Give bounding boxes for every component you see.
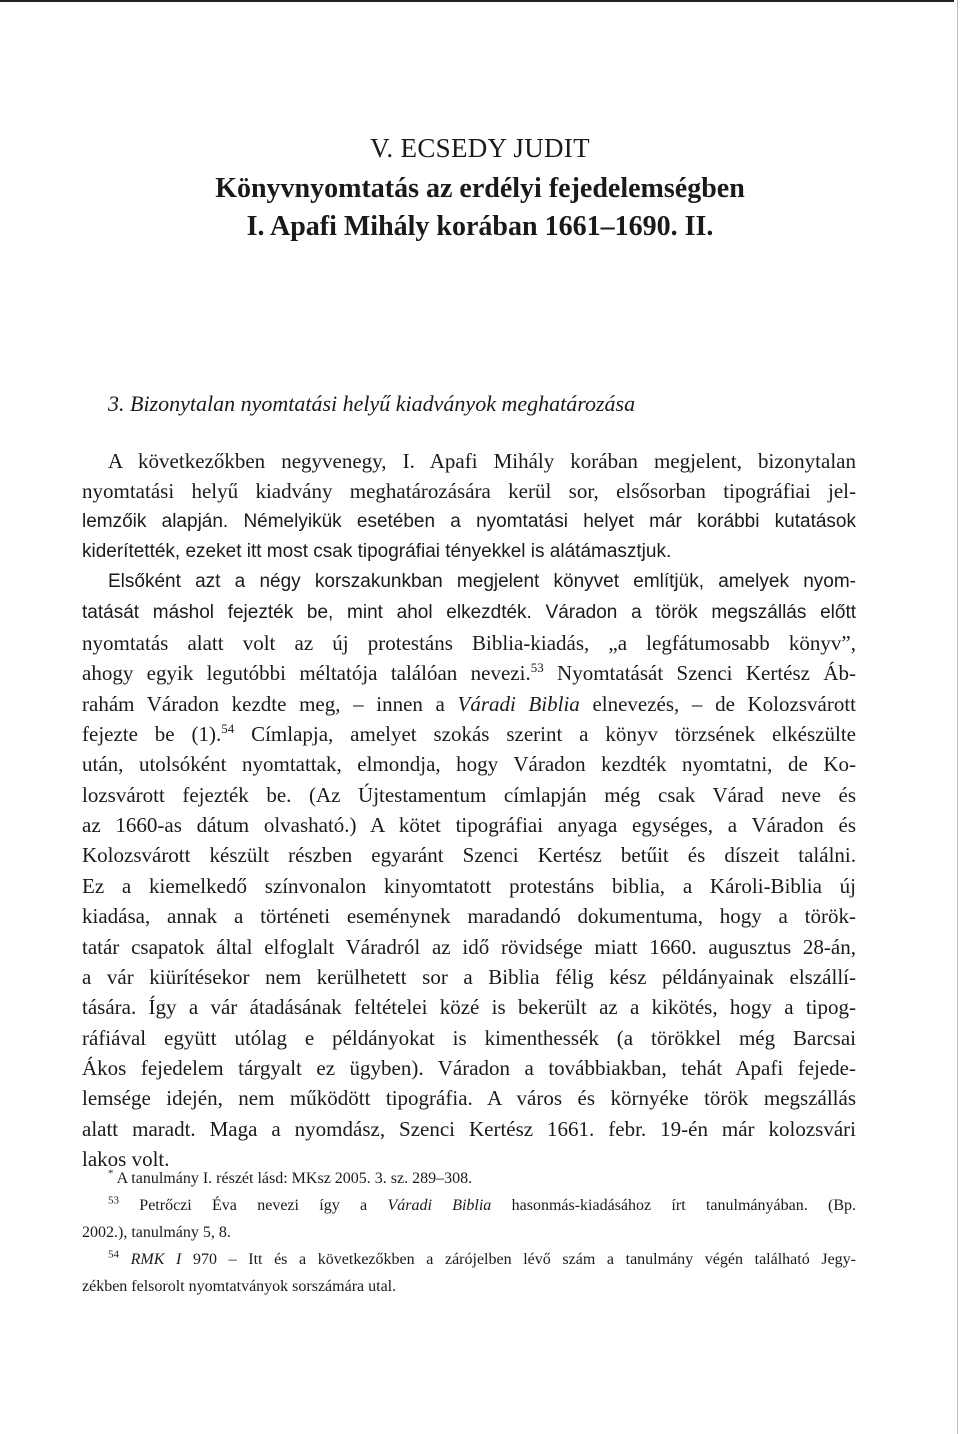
line-text: elnevezés, – de Kolozsvárott bbox=[579, 691, 856, 716]
section-heading: 3. Bizonytalan nyomtatási helyű kiadványok meghatározása bbox=[108, 391, 636, 416]
footnote-ref-54[interactable]: 54 bbox=[221, 721, 235, 737]
line-text: rahám Váradon kezdte meg, – innen a bbox=[82, 691, 458, 716]
paragraph-2-line: tatását máshol fejezték be, mint ahol elkezdték. Váradon a török megszállás előtt bbox=[82, 601, 856, 623]
paragraph-2-line: az 1660-as dátum olvasható.) A kötet tipográfiai anyaga egységes, a Váradon és bbox=[82, 813, 856, 838]
title-line-2: I. Apafi Mihály korában 1661–1690. II. bbox=[246, 211, 714, 242]
italic-title: Váradi Biblia bbox=[457, 691, 580, 716]
footnote-ref-53[interactable]: 53 bbox=[530, 660, 544, 676]
paragraph-1-line: A következőkben negyvenegy, I. Apafi Mihály korában megjelent, bizonytalan bbox=[108, 449, 856, 473]
paragraph-2-line: alatt maradt. Maga a nyomdász, Szenci Kertész 1661. febr. 19-én már kolozsvári bbox=[82, 1116, 856, 1141]
top-rule bbox=[0, 0, 954, 2]
author-name: V. ECSEDY JUDIT bbox=[370, 133, 590, 163]
paragraph-1-line: nyomtatási helyű kiadvány meghatározására kerül sor, elsősorban tipográfiai jel- bbox=[82, 479, 856, 504]
article-title bbox=[0, 170, 960, 246]
paragraph-2-line: tatár csapatok által elfoglalt Váradról az idő rövidsége miatt 1660. augusztus 28-án, bbox=[82, 934, 856, 959]
footnote-mark: * bbox=[108, 1167, 114, 1180]
footnote-text: 970 – Itt és a következőkben a zárójelben lévő szám a tanulmány végén található Jegy- bbox=[181, 1251, 856, 1268]
footnote-text: hasonmás-kiadásához írt tanulmányában. (Bp. bbox=[491, 1197, 857, 1214]
paragraph-2-line: lozsvárott fejezték be. (Az Újtestamentum címlapján még csak Várad neve és bbox=[82, 782, 856, 807]
footnote-54-continued: zékben felsorolt nyomtatványok sorszámára utal. bbox=[82, 1278, 397, 1295]
footnote-53-continued: 2002.), tanulmány 5, 8. bbox=[82, 1224, 231, 1241]
paragraph-2-line: Ez a kiemelkedő színvonalon kinyomtatott protestáns biblia, a Károli-Biblia új bbox=[82, 873, 856, 898]
footnote-text: Petrőczi Éva nevezi így a bbox=[119, 1197, 388, 1214]
paragraph-2-line: a vár kiürítésekor nem kerülhetett sor a Biblia félig kész példányainak elszállí- bbox=[82, 964, 856, 989]
paragraph-2-line: Ákos fejedelem tárgyalt ez ügyben). Váradon a továbbiakban, tehát Apafi fejede- bbox=[82, 1055, 856, 1080]
line-text: fejezte be (1). bbox=[82, 722, 222, 747]
paragraph-2-line: lakos volt. bbox=[82, 1146, 170, 1171]
paragraph-1-line: kiderítették, ezeket itt most csak tipográfiai tényekkel is alátámasztjuk. bbox=[82, 541, 672, 563]
paragraph-2-line: nyomtatás alatt volt az új protestáns Biblia-kiadás, „a legfátumosabb könyv”, bbox=[82, 631, 856, 656]
paragraph-1-line: lemzőik alapján. Némelyikük esetében a nyomtatási helyet már korábbi kutatások bbox=[82, 510, 856, 532]
footnote-53 bbox=[82, 1192, 856, 1219]
line-text: Címlapja, amelyet szokás szerint a könyv törzsének elkészülte bbox=[234, 722, 856, 747]
italic-reference: RMK I bbox=[119, 1251, 182, 1268]
line-text: ahogy egyik legutóbbi méltatója találóan nevezi. bbox=[82, 661, 531, 686]
paragraph-2-line: Elsőként azt a négy korszakunkban megjelent könyvet említjük, amelyek nyom- bbox=[108, 571, 856, 593]
paragraph-2-line: lemsége idején, nem működött tipográfia. A város és környéke török megszállás bbox=[82, 1086, 856, 1111]
italic-title: Váradi Biblia bbox=[387, 1197, 492, 1214]
body-text bbox=[82, 446, 856, 1174]
footnote-54 bbox=[82, 1246, 856, 1273]
paragraph-2-line bbox=[82, 658, 856, 688]
footnote-text: A tanulmány I. részét lásd: MKsz 2005. 3. sz. 289–308. bbox=[113, 1170, 473, 1187]
footnotes bbox=[82, 1165, 856, 1300]
paragraph-2-line: után, utolsóként nyomtattak, elmondja, hogy Váradon kezdték nyomtatni, de Ko- bbox=[82, 752, 856, 777]
paragraph-2-line: tására. Így a vár átadásának feltételei közé is bekerült az a kikötés, hogy a tipog- bbox=[82, 995, 856, 1020]
paragraph-2-line: ráfiával együtt utólag e példányokat is kimenthessék (a törökkel még Barcsai bbox=[82, 1025, 856, 1050]
paragraph-2-line bbox=[82, 689, 856, 719]
title-line-1: Könyvnyomtatás az erdélyi fejedelemségben bbox=[215, 173, 745, 204]
footnote-mark: 53 bbox=[108, 1194, 119, 1207]
footnote-mark: 54 bbox=[108, 1248, 119, 1261]
paragraph-2-line: kiadása, annak a történeti eseménynek maradandó dokumentuma, hogy a török- bbox=[82, 904, 856, 929]
line-text: Nyomtatását Szenci Kertész Áb- bbox=[543, 661, 856, 686]
paragraph-2-line: Kolozsvárott készült részben egyaránt Szenci Kertész betűit és díszeit találni. bbox=[82, 843, 856, 868]
paragraph-2-line bbox=[82, 719, 856, 749]
footnote-star bbox=[82, 1165, 856, 1192]
